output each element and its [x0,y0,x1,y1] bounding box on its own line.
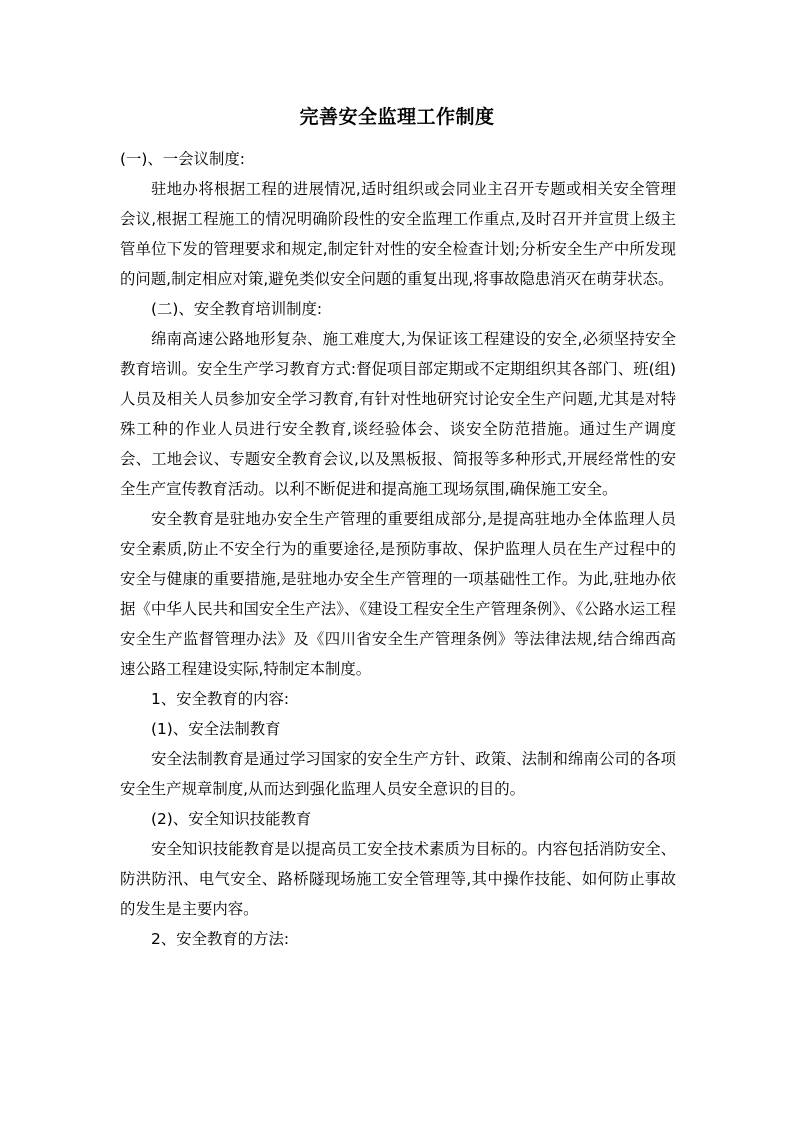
document-title: 完善安全监理工作制度 [299,106,495,128]
subsection-1-2-heading: (2)、安全知识技能教育 [151,810,312,828]
subsection-1-2-paragraph: 安全知识技能教育是以提高员工安全技术素质为目标的。内容包括消防安全、防洪防汛、电气安全、路桥隧现场施工安全管理等,其中操作技能、如何防止事故的发生是主要内容。 [120,840,676,918]
subsection-1-heading: 1、安全教育的内容: [151,690,290,708]
subsection-1-1-heading: (1)、安全法制教育 [151,720,281,738]
subsection-1-1-paragraph: 安全法制教育是通过学习国家的安全生产方针、政策、法制和绵南公司的各项安全生产规章制度,从而达到强化监理人员安全意识的目的。 [120,750,676,798]
document-body [120,144,676,954]
section-1-paragraph: 驻地办将根据工程的进展情况,适时组织或会同业主召开专题或相关安全管理会议,根据工程施工的情况明确阶段性的安全监理工作重点,及时召开并宣贯上级主管单位下发的管理要求和规定,制定针对性的安全检查计划;分析安全生产中所发现的问题,制定相应对策,避免类似安全问题的重复出现,将事故隐患消灭在萌芽状态。 [120,180,676,288]
section-2-paragraph-2: 安全教育是驻地办安全生产管理的重要组成部分,是提高驻地办全体监理人员安全素质,防止不安全行为的重要途径,是预防事故、保护监理人员在生产过程中的安全与健康的重要措施,是驻地办安全生产管理的一项基础性工作。为此,驻地办依据《中华人民共和国安全生产法》、《建设工程安全生产管理条例》、《公路水运工程安全生产监督管理办法》及《四川省安全生产管理条例》等法律法规,结合绵西高速公路工程建设实际,特制定本制度。 [120,510,676,678]
section-1-heading: (一)、一会议制度: [120,150,245,168]
section-2-heading: (二)、安全教育培训制度: [151,300,323,318]
subsection-2-heading: 2、安全教育的方法: [151,930,290,948]
section-2-paragraph-1: 绵南高速公路地形复杂、施工难度大,为保证该工程建设的安全,必须坚持安全教育培训。安全生产学习教育方式:督促项目部定期或不定期组织其各部门、班(组)人员及相关人员参加安全学习教育,有针对性地研究讨论安全生产问题,尤其是对特殊工种的作业人员进行安全教育,谈经验体会、谈安全防范措施。通过生产调度会、工地会议、专题安全教育会议,以及黑板报、简报等多种形式,开展经常性的安全生产宣传教育活动。以利不断促进和提高施工现场氛围,确保施工安全。 [120,330,676,498]
